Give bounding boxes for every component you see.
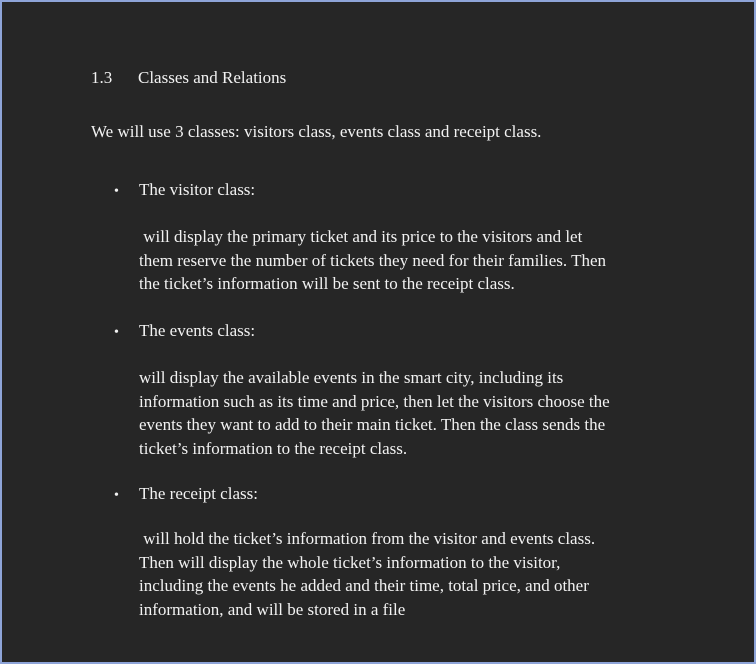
description-line: will display the primary ticket and its price to the visitors and let (139, 227, 583, 246)
description-line: including the events he added and their time, total price, and other (139, 576, 589, 595)
bullet-item-receipt-class (114, 484, 258, 506)
receipt-class-description (139, 527, 679, 621)
section-title: Classes and Relations (138, 68, 287, 87)
description-line: will hold the ticket’s information from the visitor and events class. (139, 529, 596, 548)
bullet-item-visitor-class (114, 180, 255, 202)
events-class-description (139, 366, 679, 460)
section-number: 1.3 (91, 68, 113, 87)
visitor-class-description (139, 225, 679, 296)
description-line: information such as its time and price, then let the visitors choose the (139, 391, 610, 411)
bullet-icon: • (114, 488, 119, 503)
section-heading (91, 68, 286, 88)
bullet-item-events-class (114, 321, 255, 343)
intro-paragraph: We will use 3 classes: visitors class, events class and receipt class. (91, 122, 542, 141)
description-line: information, and will be stored in a file (139, 599, 406, 619)
bullet-icon: • (114, 184, 119, 199)
bullet-title: The receipt class: (139, 484, 258, 503)
description-line: will display the available events in the smart city, including its (139, 368, 564, 387)
bullet-title: The visitor class: (139, 180, 256, 199)
description-line: Then will display the whole ticket’s information to the visitor, (139, 552, 561, 572)
description-line: the ticket’s information will be sent to the receipt class. (139, 274, 515, 293)
description-line: events they want to add to their main ticket. Then the class sends the (139, 415, 606, 434)
description-line: ticket’s information to the receipt class. (139, 438, 408, 458)
description-line: them reserve the number of tickets they need for their families. Then (139, 250, 607, 270)
bullet-icon: • (114, 325, 119, 340)
bullet-title: The events class: (139, 321, 256, 340)
